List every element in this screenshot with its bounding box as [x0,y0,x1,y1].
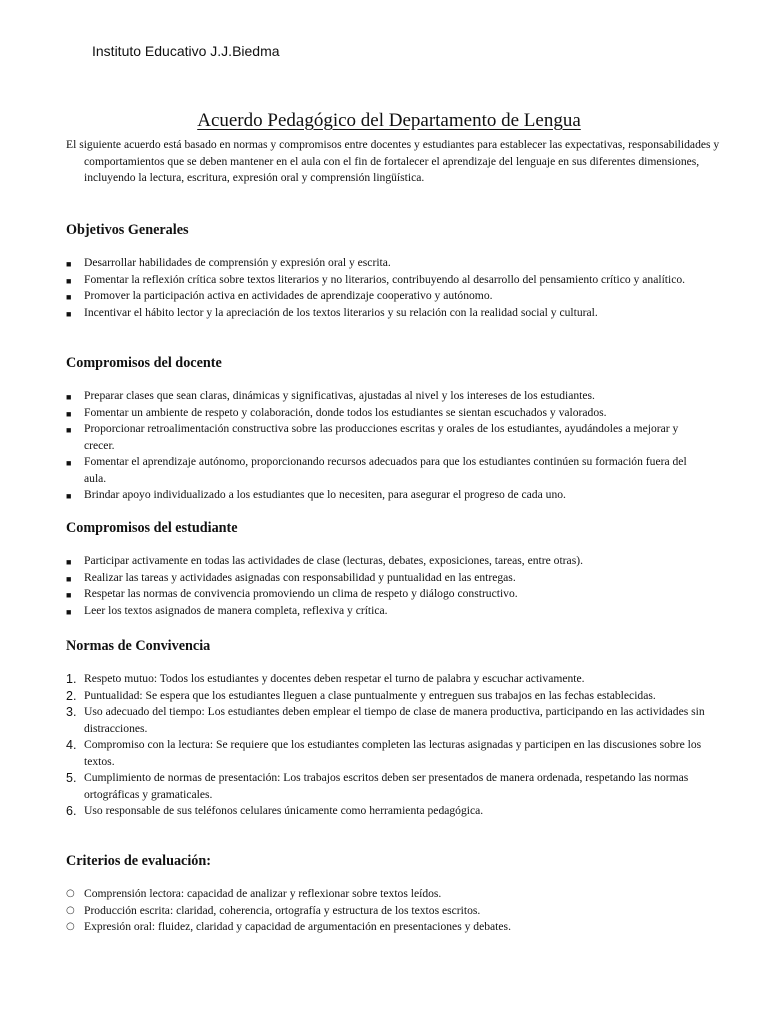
circle-bullet-icon: ○ [66,888,75,899]
square-bullet-icon: ■ [66,308,72,319]
list-item [66,803,706,820]
square-bullet-icon: ■ [66,458,72,468]
circle-bullet-icon: ○ [66,921,75,932]
list-number: 4. [66,738,77,752]
section-heading-objetivos: Objetivos Generales [66,222,189,238]
document-title: Acuerdo Pedagógico del Departamento de Lengua [197,110,581,131]
list-item [66,770,706,803]
section-heading-normas: Normas de Convivencia [66,638,211,654]
list-number: 5. [66,771,77,785]
section-heading-estudiante: Compromisos del estudiante [66,520,238,536]
list-item-text: Proporcionar retroalimentación constructiva sobre las producciones escritas y orales de los estudiantes, ayudándoles a mejorar y crecer. [84,422,679,452]
list-item-text: Comprensión lectora: capacidad de analizar y reflexionar sobre textos leídos. [84,887,442,900]
square-bullet-icon: ■ [66,557,72,567]
list-number: 1. [66,672,77,686]
square-bullet-icon: ■ [66,292,72,302]
section-heading-docente: Compromisos del docente [66,355,222,371]
square-bullet-icon: ■ [66,590,72,600]
list-item-text: Fomentar el aprendizaje autónomo, proporcionando recursos adecuados para que los estudiantes continúen su formación fuera del aula. [84,455,687,485]
list-item [66,570,706,587]
list-item [66,405,706,422]
list-item-text: Realizar las tareas y actividades asignadas con responsabilidad y puntualidad en las entregas. [84,570,516,584]
list-item [66,603,706,620]
list-item [66,704,706,737]
list-item-text: Puntualidad: Se espera que los estudiantes lleguen a clase puntualmente y entreguen sus trabajos en las fechas establecidas. [84,688,656,702]
list-number: 2. [66,688,77,703]
list-item [66,454,706,487]
list-item [66,421,706,454]
circle-bullet-icon: ○ [66,904,75,916]
list-item [66,255,706,272]
square-bullet-icon: ■ [66,606,72,617]
list-number: 3. [66,705,77,719]
list-item [66,903,706,920]
square-bullet-icon: ■ [66,275,72,286]
list-item-text: Promover la participación activa en actividades de aprendizaje cooperativo y autónomo. [84,289,493,302]
section-heading-criterios: Criterios de evaluación: [66,853,211,869]
square-bullet-icon: ■ [66,425,72,435]
normas-list [66,671,706,820]
list-item-text: Expresión oral: fluidez, claridad y capacidad de argumentación en presentaciones y debates. [84,920,511,933]
list-item-text: Leer los textos asignados de manera completa, reflexiva y crítica. [84,603,388,617]
list-item-text: Participar activamente en todas las actividades de clase (lecturas, debates, exposiciones, tareas, entre otras). [84,554,583,567]
list-number: 6. [66,804,77,818]
list-item [66,671,706,688]
list-item-text: Producción escrita: claridad, coherencia, ortografía y estructura de los textos escritos. [84,903,481,917]
institution-header: Instituto Educativo J.J.Biedma [92,43,280,59]
list-item [66,688,706,705]
list-item-text: Uso responsable de sus teléfonos celulares únicamente como herramienta pedagógica. [84,804,484,817]
list-item-text: Fomentar la reflexión crítica sobre textos literarios y no literarios, contribuyendo al desarrollo del pensamiento crítico y analítico. [84,272,686,286]
square-bullet-icon: ■ [66,408,72,419]
list-item [66,272,706,289]
criterios-list [66,886,706,936]
docente-list [66,388,706,504]
list-item [66,737,706,770]
square-bullet-icon: ■ [66,392,72,402]
list-item-text: Respeto mutuo: Todos los estudiantes y docentes deben respetar el turno de palabra y escuchar activamente. [84,672,585,685]
intro-paragraph: El siguiente acuerdo está basado en normas y compromisos entre docentes y estudiantes para establecer las expectativas, responsabilidades y comportamientos que se deben mantener en el aula con el fin de fortalecer el aprendizaje del lenguaje en sus diferentes dimensiones, incluyendo la lectura, escritura, expresión oral y comprensión lingüística. [66,138,720,184]
objetivos-list [66,255,706,321]
list-item [66,586,706,603]
list-item [66,553,706,570]
square-bullet-icon: ■ [66,491,72,501]
square-bullet-icon: ■ [66,259,72,269]
list-item [66,919,706,936]
list-item-text: Desarrollar habilidades de comprensión y expresión oral y escrita. [84,256,391,269]
list-item [66,305,706,322]
list-item [66,487,706,504]
list-item [66,388,706,405]
list-item [66,288,706,305]
list-item-text: Cumplimiento de normas de presentación: Los trabajos escritos deben ser presentados de manera ordenada, respetando las normas ortográficas y gramaticales. [84,771,689,801]
list-item [66,886,706,903]
estudiante-list [66,553,706,619]
list-item-text: Fomentar un ambiente de respeto y colaboración, donde todos los estudiantes se sientan escuchados y valorados. [84,405,607,419]
list-item-text: Uso adecuado del tiempo: Los estudiantes deben emplear el tiempo de clase de manera productiva, participando en las actividades sin distracciones. [84,705,705,735]
list-item-text: Preparar clases que sean claras, dinámicas y significativas, ajustadas al nivel y los intereses de los estudiantes. [84,389,595,402]
list-item-text: Brindar apoyo individualizado a los estudiantes que lo necesiten, para asegurar el progreso de cada uno. [84,488,566,501]
square-bullet-icon: ■ [66,573,72,584]
list-item-text: Compromiso con la lectura: Se requiere que los estudiantes completen las lecturas asignadas y participen en las discusiones sobre los textos. [84,738,702,768]
list-item-text: Respetar las normas de convivencia promoviendo un clima de respeto y diálogo constructivo. [84,587,518,600]
list-item-text: Incentivar el hábito lector y la apreciación de los textos literarios y su relación con la realidad social y cultural. [84,305,598,319]
